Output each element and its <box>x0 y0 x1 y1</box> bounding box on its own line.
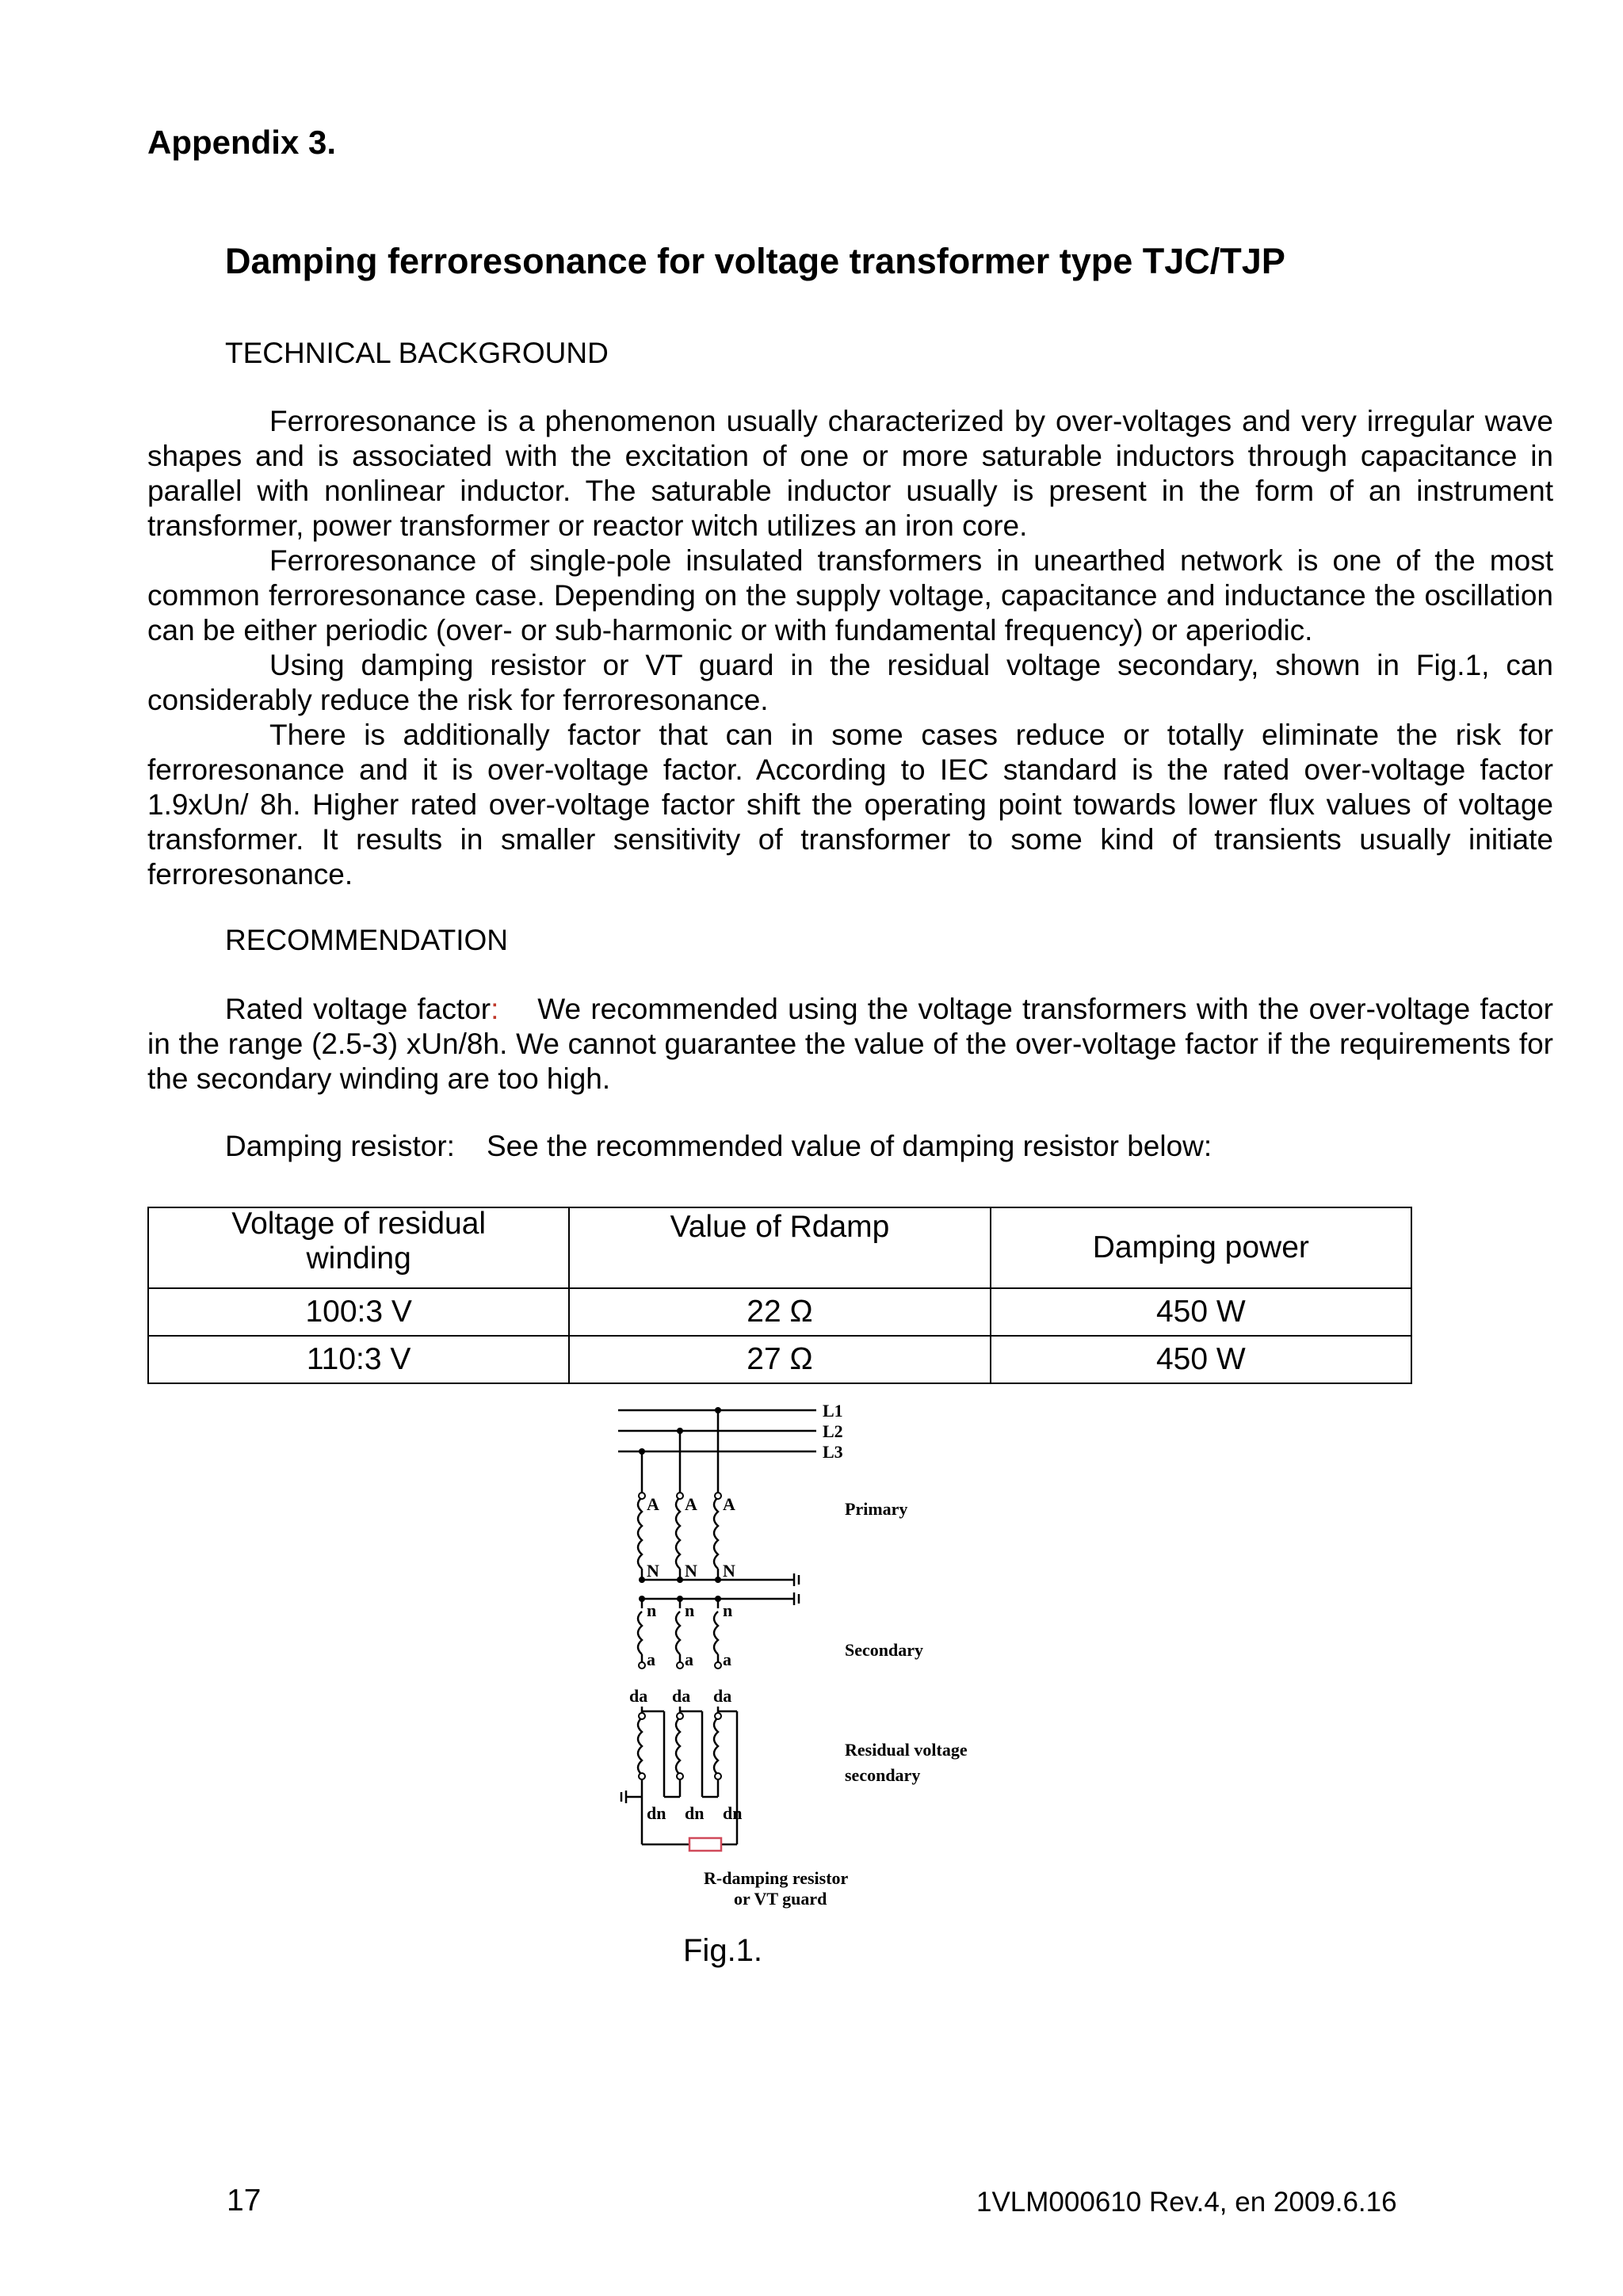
paragraph: There is additionally factor that can in some cases reduce or totally eliminate the risk for ferroresonance and it is over-voltage factor. According to IEC standard is the rated over-voltage factor 1.9xUn/ 8h. Higher rated over-voltage factor shift the operating point towards lower flux values of voltage transformer. It results in smaller sensitivity of transformer to some kind of transients usually initiate ferroresonance. <box>147 719 1553 891</box>
damping-resistor-text: See the recommended value of damping resistor below: <box>486 1130 1212 1162</box>
resistor-label: R-damping resistor <box>704 1868 849 1888</box>
table-row <box>148 1288 1411 1336</box>
table-cell: 27 Ω <box>569 1336 990 1383</box>
resistor-label-guard: or VT guard <box>734 1889 827 1909</box>
terminal-label: n <box>723 1600 733 1620</box>
table-header-cell: Damping power <box>991 1207 1411 1288</box>
terminal-label: dn <box>723 1803 743 1823</box>
terminal-label: dn <box>685 1803 705 1823</box>
table-cell: 100:3 V <box>148 1288 569 1336</box>
appendix-heading: Appendix 3. <box>147 124 337 161</box>
figure-caption: Fig.1. <box>683 1933 763 1968</box>
terminal-label: A <box>723 1494 735 1514</box>
section-heading-technical-background: TECHNICAL BACKGROUND <box>225 337 609 369</box>
residual-label: Residual voltage <box>845 1740 968 1760</box>
terminal-label: da <box>629 1686 648 1706</box>
section-heading-recommendation: RECOMMENDATION <box>225 924 508 956</box>
terminal-label: A <box>685 1494 697 1514</box>
table-row <box>148 1336 1411 1383</box>
page-number: 17 <box>227 2183 262 2218</box>
rated-voltage-factor-colon: : <box>491 993 499 1025</box>
page-title: Damping ferroresonance for voltage transformer type TJC/TJP <box>225 241 1285 281</box>
terminal-label: da <box>672 1686 691 1706</box>
table-cell: 450 W <box>991 1288 1411 1336</box>
table-cell: 450 W <box>991 1336 1411 1383</box>
document-id: 1VLM000610 Rev.4, en 2009.6.16 <box>976 2187 1397 2218</box>
terminal-label: A <box>647 1494 659 1514</box>
rated-voltage-factor-paragraph <box>147 992 1553 1097</box>
terminal-label: N <box>647 1561 659 1581</box>
damping-resistor-symbol <box>689 1838 721 1851</box>
table-cell: 110:3 V <box>148 1336 569 1383</box>
terminal-label: a <box>647 1650 655 1669</box>
rated-voltage-factor-text: We recommended using the voltage transformers with the over-voltage factor in the range (2.5-3) xUn/8h. We cannot guarantee the value of the over-voltage factor if the requirements for the secondary winding are too high. <box>147 993 1554 1095</box>
wiring-diagram <box>610 1401 1054 1932</box>
terminal-label: da <box>713 1686 732 1706</box>
terminal-label: n <box>647 1600 657 1620</box>
terminal-label: n <box>685 1600 695 1620</box>
damping-resistor-table <box>147 1207 1412 1384</box>
damping-resistor-label: Damping resistor: <box>225 1130 455 1162</box>
residual-label-secondary: secondary <box>845 1765 921 1785</box>
damping-resistor-line <box>225 1130 1212 1163</box>
table-cell: 22 Ω <box>569 1288 990 1336</box>
table-header-cell: Voltage of residual winding <box>148 1207 569 1288</box>
terminal-label: dn <box>647 1803 666 1823</box>
line-label: L2 <box>823 1421 843 1441</box>
terminal-label: a <box>685 1650 693 1669</box>
line-label: L3 <box>823 1442 843 1462</box>
terminal-label: a <box>723 1650 731 1669</box>
technical-background-body <box>147 404 1553 892</box>
paragraph: Ferroresonance is a phenomenon usually characterized by over-voltages and very irregular wave shapes and is associated with the excitation of one or more saturable inductors through capacitance in parallel with nonlinear inductor. The saturable inductor usually is present in the form of an instrument transformer, power transformer or reactor witch utilizes an iron core. <box>147 405 1553 542</box>
table-header-row <box>148 1207 1411 1288</box>
line-label: L1 <box>823 1401 843 1421</box>
paragraph: Ferroresonance of single-pole insulated transformers in unearthed network is one of the most common ferroresonance case. Depending on the supply voltage, capacitance and inductance the oscillation can be either periodic (over- or sub-harmonic or with fundamental frequency) or aperiodic. <box>147 544 1553 646</box>
primary-label: Primary <box>845 1499 908 1519</box>
paragraph: Using damping resistor or VT guard in the residual voltage secondary, shown in Fig.1, can considerably reduce the risk for ferroresonance. <box>147 649 1553 716</box>
terminal-label: N <box>685 1561 697 1581</box>
rated-voltage-factor-label: Rated voltage factor <box>225 993 491 1025</box>
secondary-label: Secondary <box>845 1640 923 1660</box>
table-header-cell: Value of Rdamp <box>569 1207 990 1288</box>
terminal-label: N <box>723 1561 735 1581</box>
